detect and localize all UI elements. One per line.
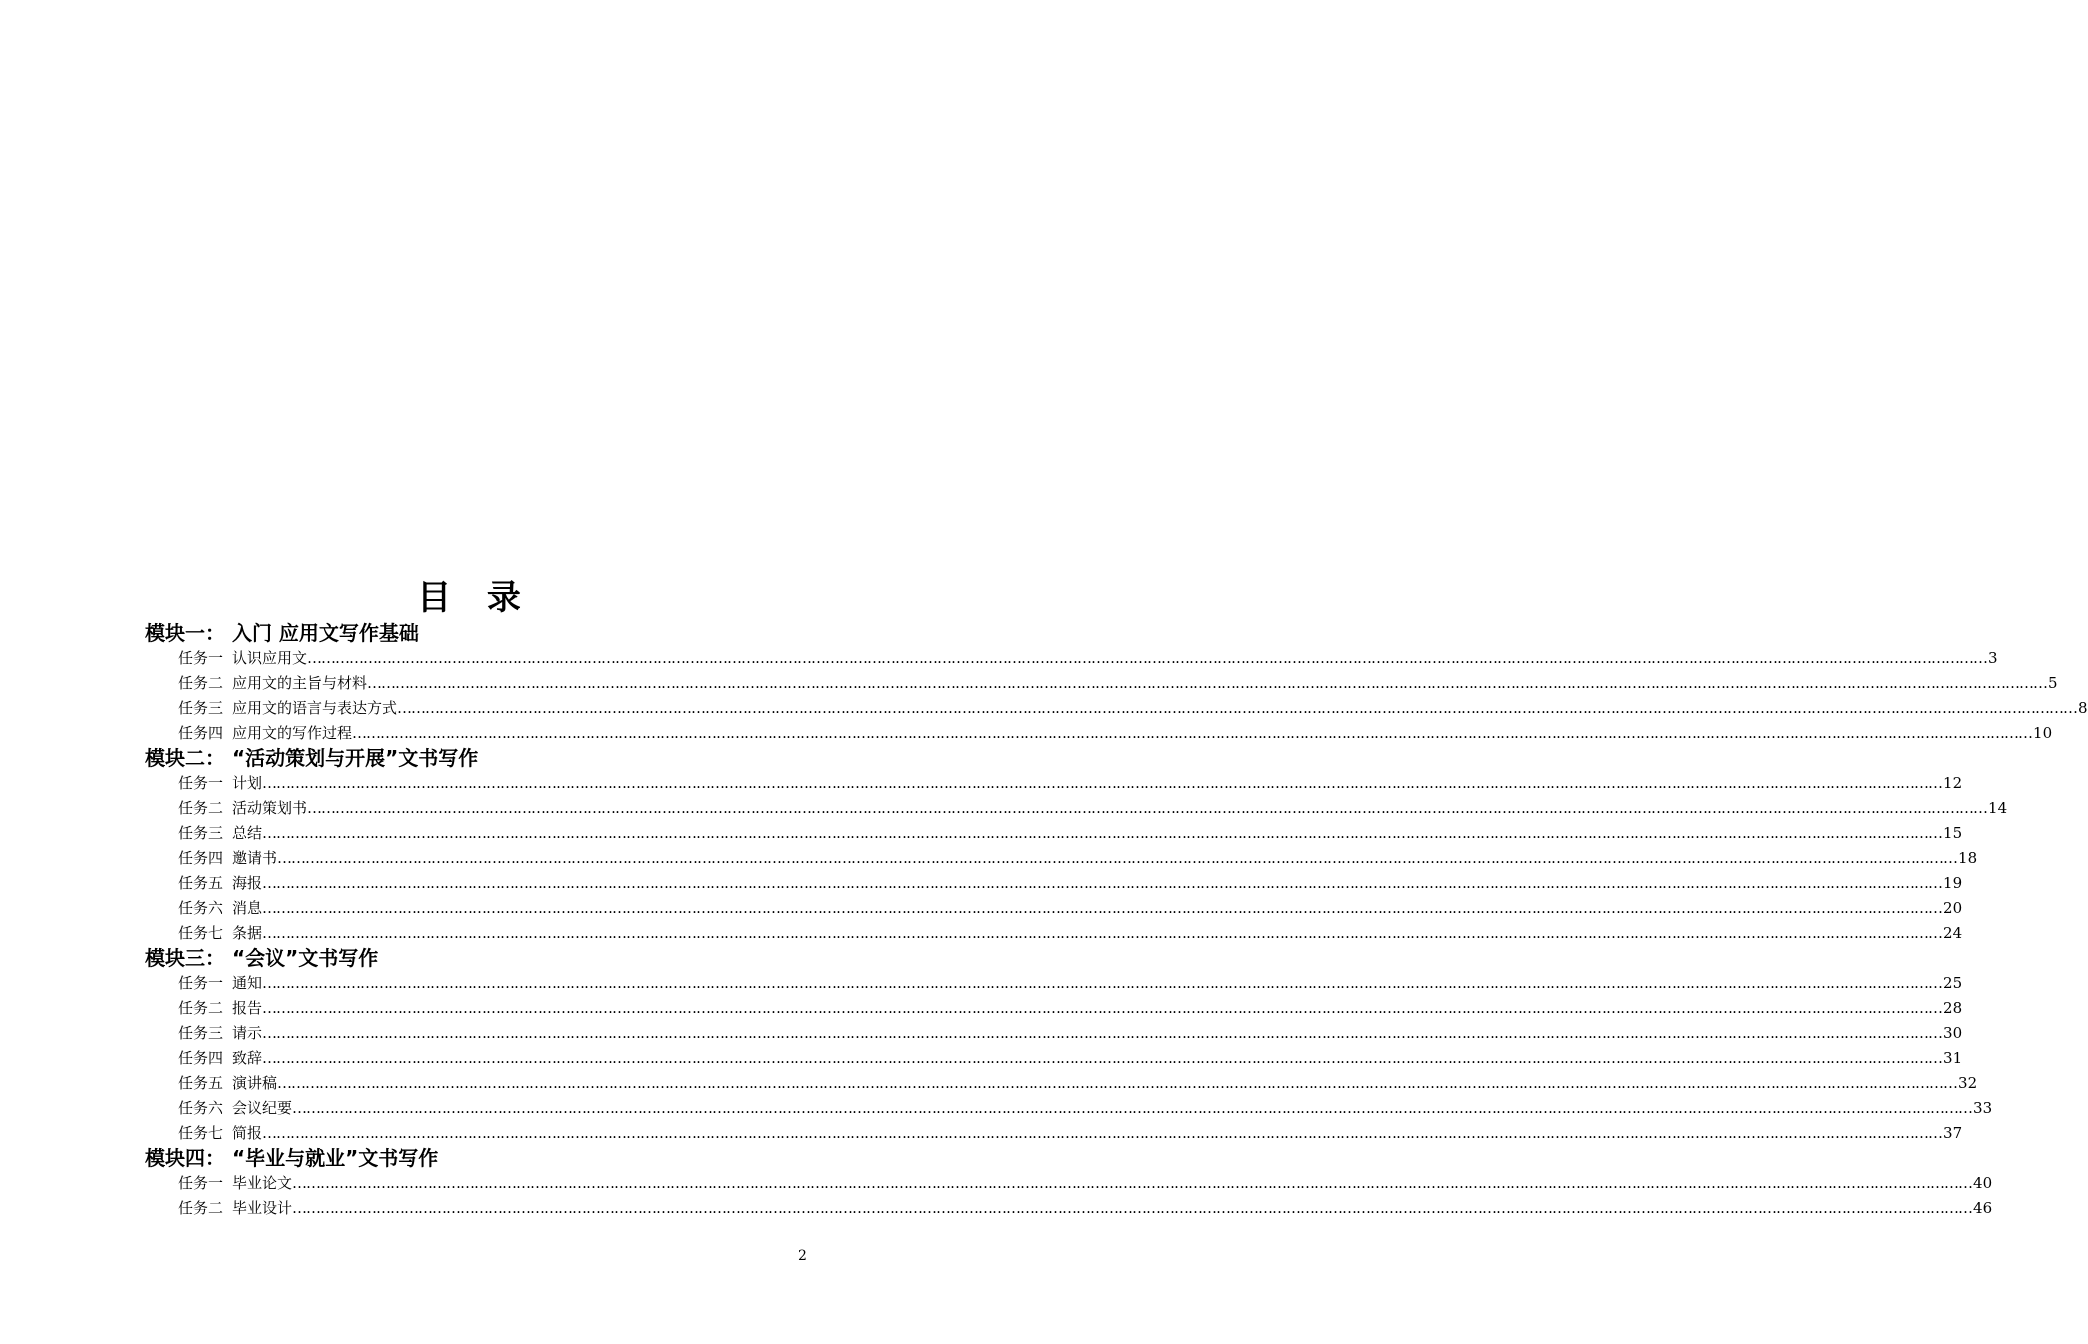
task-page-number: 31 xyxy=(1943,1049,1963,1067)
dot-leader: ……………………………………………………………………………………………………………………………………………………………………………………………………………………………………………………………………………………………………………………………… xyxy=(277,849,1958,867)
task-page-number: 32 xyxy=(1958,1074,1978,1092)
task-name: 总结 xyxy=(232,824,263,842)
task-name: 海报 xyxy=(232,874,263,892)
task-number: 任务三 xyxy=(178,699,224,717)
task-name: 毕业论文 xyxy=(232,1174,293,1192)
task-name: 认识应用文 xyxy=(232,649,308,667)
toc-entry[interactable] xyxy=(178,1096,1993,1121)
task-page-number: 18 xyxy=(1958,849,1978,867)
toc-entry[interactable] xyxy=(178,896,1963,921)
task-name: 通知 xyxy=(232,974,263,992)
task-number: 任务五 xyxy=(178,1074,224,1092)
task-page-number: 20 xyxy=(1943,899,1963,917)
module-heading: 模块四： “毕业与就业”文书写作 xyxy=(145,1146,439,1170)
task-number: 任务一 xyxy=(178,774,224,792)
task-number: 任务三 xyxy=(178,824,224,842)
toc-entry[interactable] xyxy=(178,1071,1978,1096)
toc-entry[interactable] xyxy=(178,846,1978,871)
dot-leader: ……………………………………………………………………………………………………………………………………………………………………………………………………………………………………………………………………………………………………………………………… xyxy=(352,724,2033,742)
task-page-number: 15 xyxy=(1943,824,1963,842)
toc-entry[interactable] xyxy=(178,696,2088,721)
task-number: 任务一 xyxy=(178,974,224,992)
toc-entry[interactable] xyxy=(178,771,1963,796)
toc-entry[interactable] xyxy=(178,721,2053,746)
task-number: 任务二 xyxy=(178,999,224,1017)
dot-leader: ……………………………………………………………………………………………………………………………………………………………………………………………………………………………………………………………………………………………………………………………… xyxy=(262,774,1943,792)
toc-entry[interactable] xyxy=(178,821,1963,846)
task-page-number: 5 xyxy=(2048,674,2058,692)
task-number: 任务二 xyxy=(178,799,224,817)
toc-entry[interactable] xyxy=(178,1046,1963,1071)
dot-leader: ……………………………………………………………………………………………………………………………………………………………………………………………………………………………………………………………………………………………………………………………… xyxy=(262,974,1943,992)
task-name: 应用文的语言与表达方式 xyxy=(232,699,398,717)
dot-leader: ……………………………………………………………………………………………………………………………………………………………………………………………………………………………………………………………………………………………………………………………… xyxy=(367,674,2048,692)
task-page-number: 37 xyxy=(1943,1124,1963,1142)
task-page-number: 33 xyxy=(1973,1099,1993,1117)
task-name: 简报 xyxy=(232,1124,263,1142)
task-page-number: 14 xyxy=(1988,799,2008,817)
task-name: 演讲稿 xyxy=(232,1074,278,1092)
dot-leader: ……………………………………………………………………………………………………………………………………………………………………………………………………………………………………………………………………………………………………………………………… xyxy=(292,1099,1973,1117)
dot-leader: ……………………………………………………………………………………………………………………………………………………………………………………………………………………………………………………………………………………………………………………………… xyxy=(262,1024,1943,1042)
task-number: 任务六 xyxy=(178,899,224,917)
task-name: 会议纪要 xyxy=(232,1099,293,1117)
task-name: 计划 xyxy=(232,774,263,792)
task-name: 条据 xyxy=(232,924,263,942)
task-number: 任务一 xyxy=(178,649,224,667)
dot-leader: ……………………………………………………………………………………………………………………………………………………………………………………………………………………………………………………………………………………………………………………………… xyxy=(292,1174,1973,1192)
dot-leader: ……………………………………………………………………………………………………………………………………………………………………………………………………………………………………………………………………………………………………………………………… xyxy=(262,999,1943,1017)
toc-entry[interactable] xyxy=(178,921,1963,946)
task-number: 任务七 xyxy=(178,924,224,942)
toc-entry[interactable] xyxy=(178,1021,1963,1046)
task-number: 任务五 xyxy=(178,874,224,892)
task-name: 活动策划书 xyxy=(232,799,308,817)
task-page-number: 8 xyxy=(2078,699,2088,717)
dot-leader: ……………………………………………………………………………………………………………………………………………………………………………………………………………………………………………………………………………………………………………………………… xyxy=(262,1049,1943,1067)
toc-title: 目 录 xyxy=(417,578,533,618)
module-heading: 模块一： 入门 应用文写作基础 xyxy=(145,621,419,645)
task-name: 毕业设计 xyxy=(232,1199,293,1217)
dot-leader: ……………………………………………………………………………………………………………………………………………………………………………………………………………………………………………………………………………………………………………………………… xyxy=(262,924,1943,942)
task-name: 报告 xyxy=(232,999,263,1017)
task-number: 任务二 xyxy=(178,674,224,692)
dot-leader: ……………………………………………………………………………………………………………………………………………………………………………………………………………………………………………………………………………………………………………………………… xyxy=(277,1074,1958,1092)
task-name: 应用文的写作过程 xyxy=(232,724,353,742)
task-number: 任务四 xyxy=(178,724,224,742)
toc-entry[interactable] xyxy=(178,646,1998,671)
dot-leader: ……………………………………………………………………………………………………………………………………………………………………………………………………………………………………………………………………………………………………………………………… xyxy=(262,1124,1943,1142)
toc-entry[interactable] xyxy=(178,796,2008,821)
task-page-number: 30 xyxy=(1943,1024,1963,1042)
task-number: 任务四 xyxy=(178,849,224,867)
task-number: 任务二 xyxy=(178,1199,224,1217)
dot-leader: ……………………………………………………………………………………………………………………………………………………………………………………………………………………………………………………………………………………………………………………………… xyxy=(292,1199,1973,1217)
dot-leader: ……………………………………………………………………………………………………………………………………………………………………………………………………………………………………………………………………………………………………………………………… xyxy=(262,899,1943,917)
task-page-number: 28 xyxy=(1943,999,1963,1017)
task-page-number: 12 xyxy=(1943,774,1963,792)
task-number: 任务六 xyxy=(178,1099,224,1117)
toc-entry[interactable] xyxy=(178,671,2058,696)
dot-leader: ……………………………………………………………………………………………………………………………………………………………………………………………………………………………………………………………………………………………………………………………… xyxy=(262,874,1943,892)
task-page-number: 25 xyxy=(1943,974,1963,992)
task-number: 任务一 xyxy=(178,1174,224,1192)
dot-leader: ……………………………………………………………………………………………………………………………………………………………………………………………………………………………………………………………………………………………………………………………… xyxy=(307,799,1988,817)
dot-leader: ……………………………………………………………………………………………………………………………………………………………………………………………………………………………………………………………………………………………………………………………… xyxy=(307,649,1988,667)
task-page-number: 46 xyxy=(1973,1199,1993,1217)
task-page-number: 40 xyxy=(1973,1174,1993,1192)
task-number: 任务三 xyxy=(178,1024,224,1042)
task-name: 致辞 xyxy=(232,1049,263,1067)
toc-entry[interactable] xyxy=(178,1171,1993,1196)
task-name: 邀请书 xyxy=(232,849,278,867)
dot-leader: ……………………………………………………………………………………………………………………………………………………………………………………………………………………………………………………………………………………………………………………………… xyxy=(262,824,1943,842)
task-number: 任务七 xyxy=(178,1124,224,1142)
task-page-number: 24 xyxy=(1943,924,1963,942)
task-name: 请示 xyxy=(232,1024,263,1042)
task-page-number: 19 xyxy=(1943,874,1963,892)
toc-entry[interactable] xyxy=(178,996,1963,1021)
table-of-contents xyxy=(145,621,2088,1221)
task-page-number: 10 xyxy=(2033,724,2053,742)
task-name: 消息 xyxy=(232,899,263,917)
toc-entry[interactable] xyxy=(178,871,1963,896)
toc-entry[interactable] xyxy=(178,1121,1963,1146)
toc-entry[interactable] xyxy=(178,1196,1993,1221)
module-heading: 模块二： “活动策划与开展”文书写作 xyxy=(145,746,479,770)
page-number: 2 xyxy=(798,1248,807,1264)
toc-entry[interactable] xyxy=(178,971,1963,996)
dot-leader: ……………………………………………………………………………………………………………………………………………………………………………………………………………………………………………………………………………………………………………………………… xyxy=(397,699,2078,717)
task-page-number: 3 xyxy=(1988,649,1998,667)
module-heading: 模块三： “会议”文书写作 xyxy=(145,946,379,970)
task-number: 任务四 xyxy=(178,1049,224,1067)
task-name: 应用文的主旨与材料 xyxy=(232,674,368,692)
